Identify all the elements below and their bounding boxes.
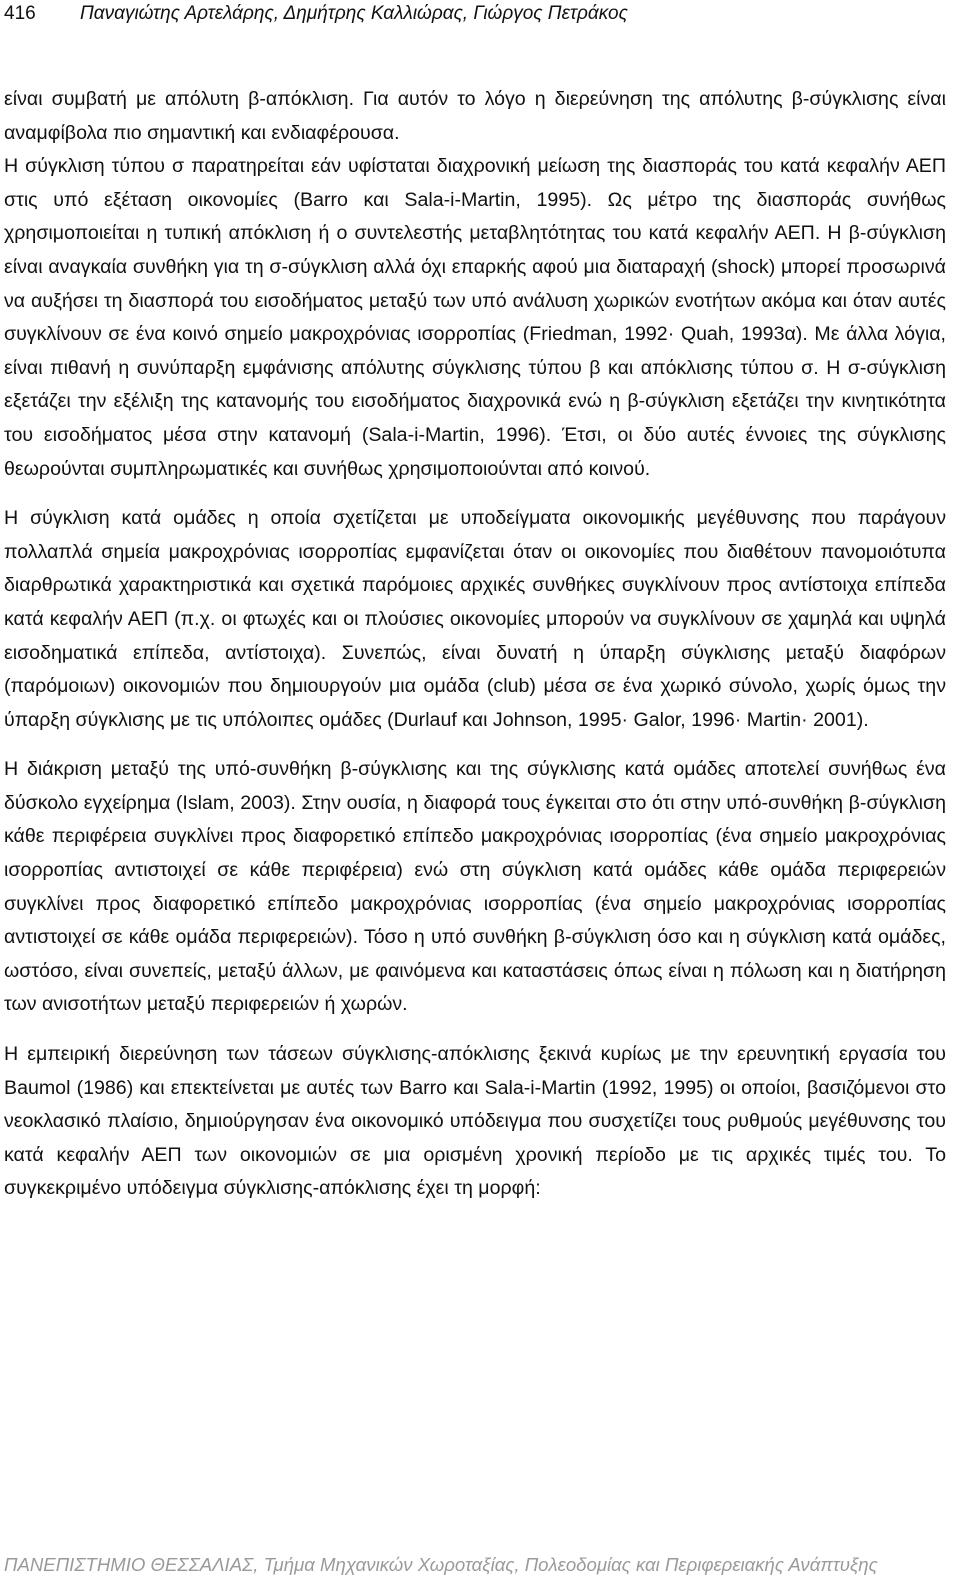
header-authors: Παναγιώτης Αρτελάρης, Δημήτρης Καλλιώρας, Γιώργος Πετράκος	[80, 3, 628, 24]
paragraph-3: Η σύγκλιση κατά ομάδες η οποία σχετίζεται με υποδείγματα οικονομικής μεγέθυνσης που παράγουν πολλαπλά σημεία μακροχρόνιας ισορροπίας εμφανίζεται όταν οι οικονομίες που διαθέτουν πανομοιότυπα διαρθρωτικά χαρακτηριστικά και σχετικά παρόμοιες αρχικές συνθήκες συγκλίνουν προς αντίστοιχα επίπεδα κατά κεφαλήν ΑΕΠ (π.χ. οι φτωχές και οι πλούσιες οικονομίες μπορούν να συγκλίνουν σε χαμηλά και υψηλά εισοδηματικά επίπεδα, αντίστοιχα). Συνεπώς, είναι δυνατή η ύπαρξη σύγκλισης μεταξύ διαφόρων (παρόμοιων) οικονομιών που δημιουργούν μια ομάδα (club) μέσα σε ένα χωρικό σύνολο, χωρίς όμως την ύπαρξη σύγκλισης με τις υπόλοιπες ομάδες (Durlauf και Johnson, 1995· Galor, 1996· Martin· 2001).	[4, 507, 946, 731]
paragraph-2: Η σύγκλιση τύπου σ παρατηρείται εάν υφίσταται διαχρονική μείωση της διασποράς του κατά κεφαλήν ΑΕΠ στις υπό εξέταση οικονομίες (Barro και Sala-i-Martin, 1995). Ως μέτρο της διασποράς συνήθως χρησιμοποιείται η τυπική απόκλιση ή ο συντελεστής μεταβλητότητας του κατά κεφαλήν ΑΕΠ. Η β-σύγκλιση είναι αναγκαία συνθήκη για τη σ-σύγκλιση αλλά όχι επαρκής αφού μια διαταραχή (shock) μπορεί προσωρινά να αυξήσει τη διασπορά του εισοδήματος μεταξύ των υπό ανάλυση χωρικών ενοτήτων ακόμα και όταν αυτές συγκλίνουν σε ένα κοινό σημείο μακροχρόνιας ισορροπίας (Friedman, 1992· Quah, 1993α). Με άλλα λόγια, είναι πιθανή η συνύπαρξη εμφάνισης απόλυτης σύγκλισης τύπου β και απόκλισης τύπου σ. Η σ-σύγκλιση εξετάζει την εξέλιξη της κατανομής του εισοδήματος διαχρονικά ενώ η β-σύγκλιση εξετάζει την κινητικότητα του εισοδήματος μέσα στην κατανομή (Sala-i-Martin, 1996). Έτσι, οι δύο αυτές έννοιες της σύγκλισης θεωρούνται συμπληρωματικές και συνήθως χρησιμοποιούνται από κοινού.	[4, 155, 946, 480]
page-footer: ΠΑΝΕΠΙΣΤΗΜΙΟ ΘΕΣΣΑΛΙΑΣ, Τμήμα Μηχανικών Χωροταξίας, Πολεοδομίας και Περιφερειακής Ανάπτυξης	[4, 1554, 878, 1575]
body-text	[4, 83, 946, 1206]
page-header	[4, 2, 628, 26]
page-number: 416	[4, 3, 36, 24]
paragraph-1: είναι συμβατή με απόλυτη β-απόκλιση. Για αυτόν το λόγο η διερεύνηση της απόλυτης β-σύγκλισης είναι αναμφίβολα πιο σημαντική και ενδιαφέρουσα.	[4, 88, 946, 144]
paragraph-4: Η διάκριση μεταξύ της υπό-συνθήκη β-σύγκλισης και της σύγκλισης κατά ομάδες αποτελεί συνήθως ένα δύσκολο εγχείρημα (Islam, 2003). Στην ουσία, η διαφορά τους έγκειται στο ότι στην υπό-συνθήκη β-σύγκλιση κάθε περιφέρεια συγκλίνει προς διαφορετικό επίπεδο μακροχρόνιας ισορροπίας (ένα σημείο μακροχρόνιας ισορροπίας αντιστοιχεί σε κάθε περιφέρεια) ενώ στη σύγκλιση κατά ομάδες κάθε ομάδα περιφερειών συγκλίνει προς διαφορετικό επίπεδο μακροχρόνιας ισορροπίας (ένα σημείο μακροχρόνιας ισορροπίας αντιστοιχεί σε κάθε ομάδα περιφερειών). Τόσο η υπό συνθήκη β-σύγκλιση όσο και η σύγκλιση κατά ομάδες, ωστόσο, είναι συνεπείς, μεταξύ άλλων, με φαινόμενα και καταστάσεις όπως είναι η πόλωση και η διατήρηση των ανισοτήτων μεταξύ περιφερειών ή χωρών.	[4, 758, 946, 1016]
paragraph-5: Η εμπειρική διερεύνηση των τάσεων σύγκλισης-απόκλισης ξεκινά κυρίως με την ερευνητική εργασία του Baumol (1986) και επεκτείνεται με αυτές των Barro και Sala-i-Martin (1992, 1995) οι οποίοι, βασιζόμενοι στο νεοκλασικό πλαίσιο, δημιούργησαν ένα οικονομικό υπόδειγμα που συσχετίζει τους ρυθμούς μεγέθυνσης του κατά κεφαλήν ΑΕΠ των οικονομιών σε μια ορισμένη χρονική περίοδο με τις αρχικές τιμές του. Το συγκεκριμένο υπόδειγμα σύγκλισης-απόκλισης έχει τη μορφή:	[4, 1043, 946, 1200]
